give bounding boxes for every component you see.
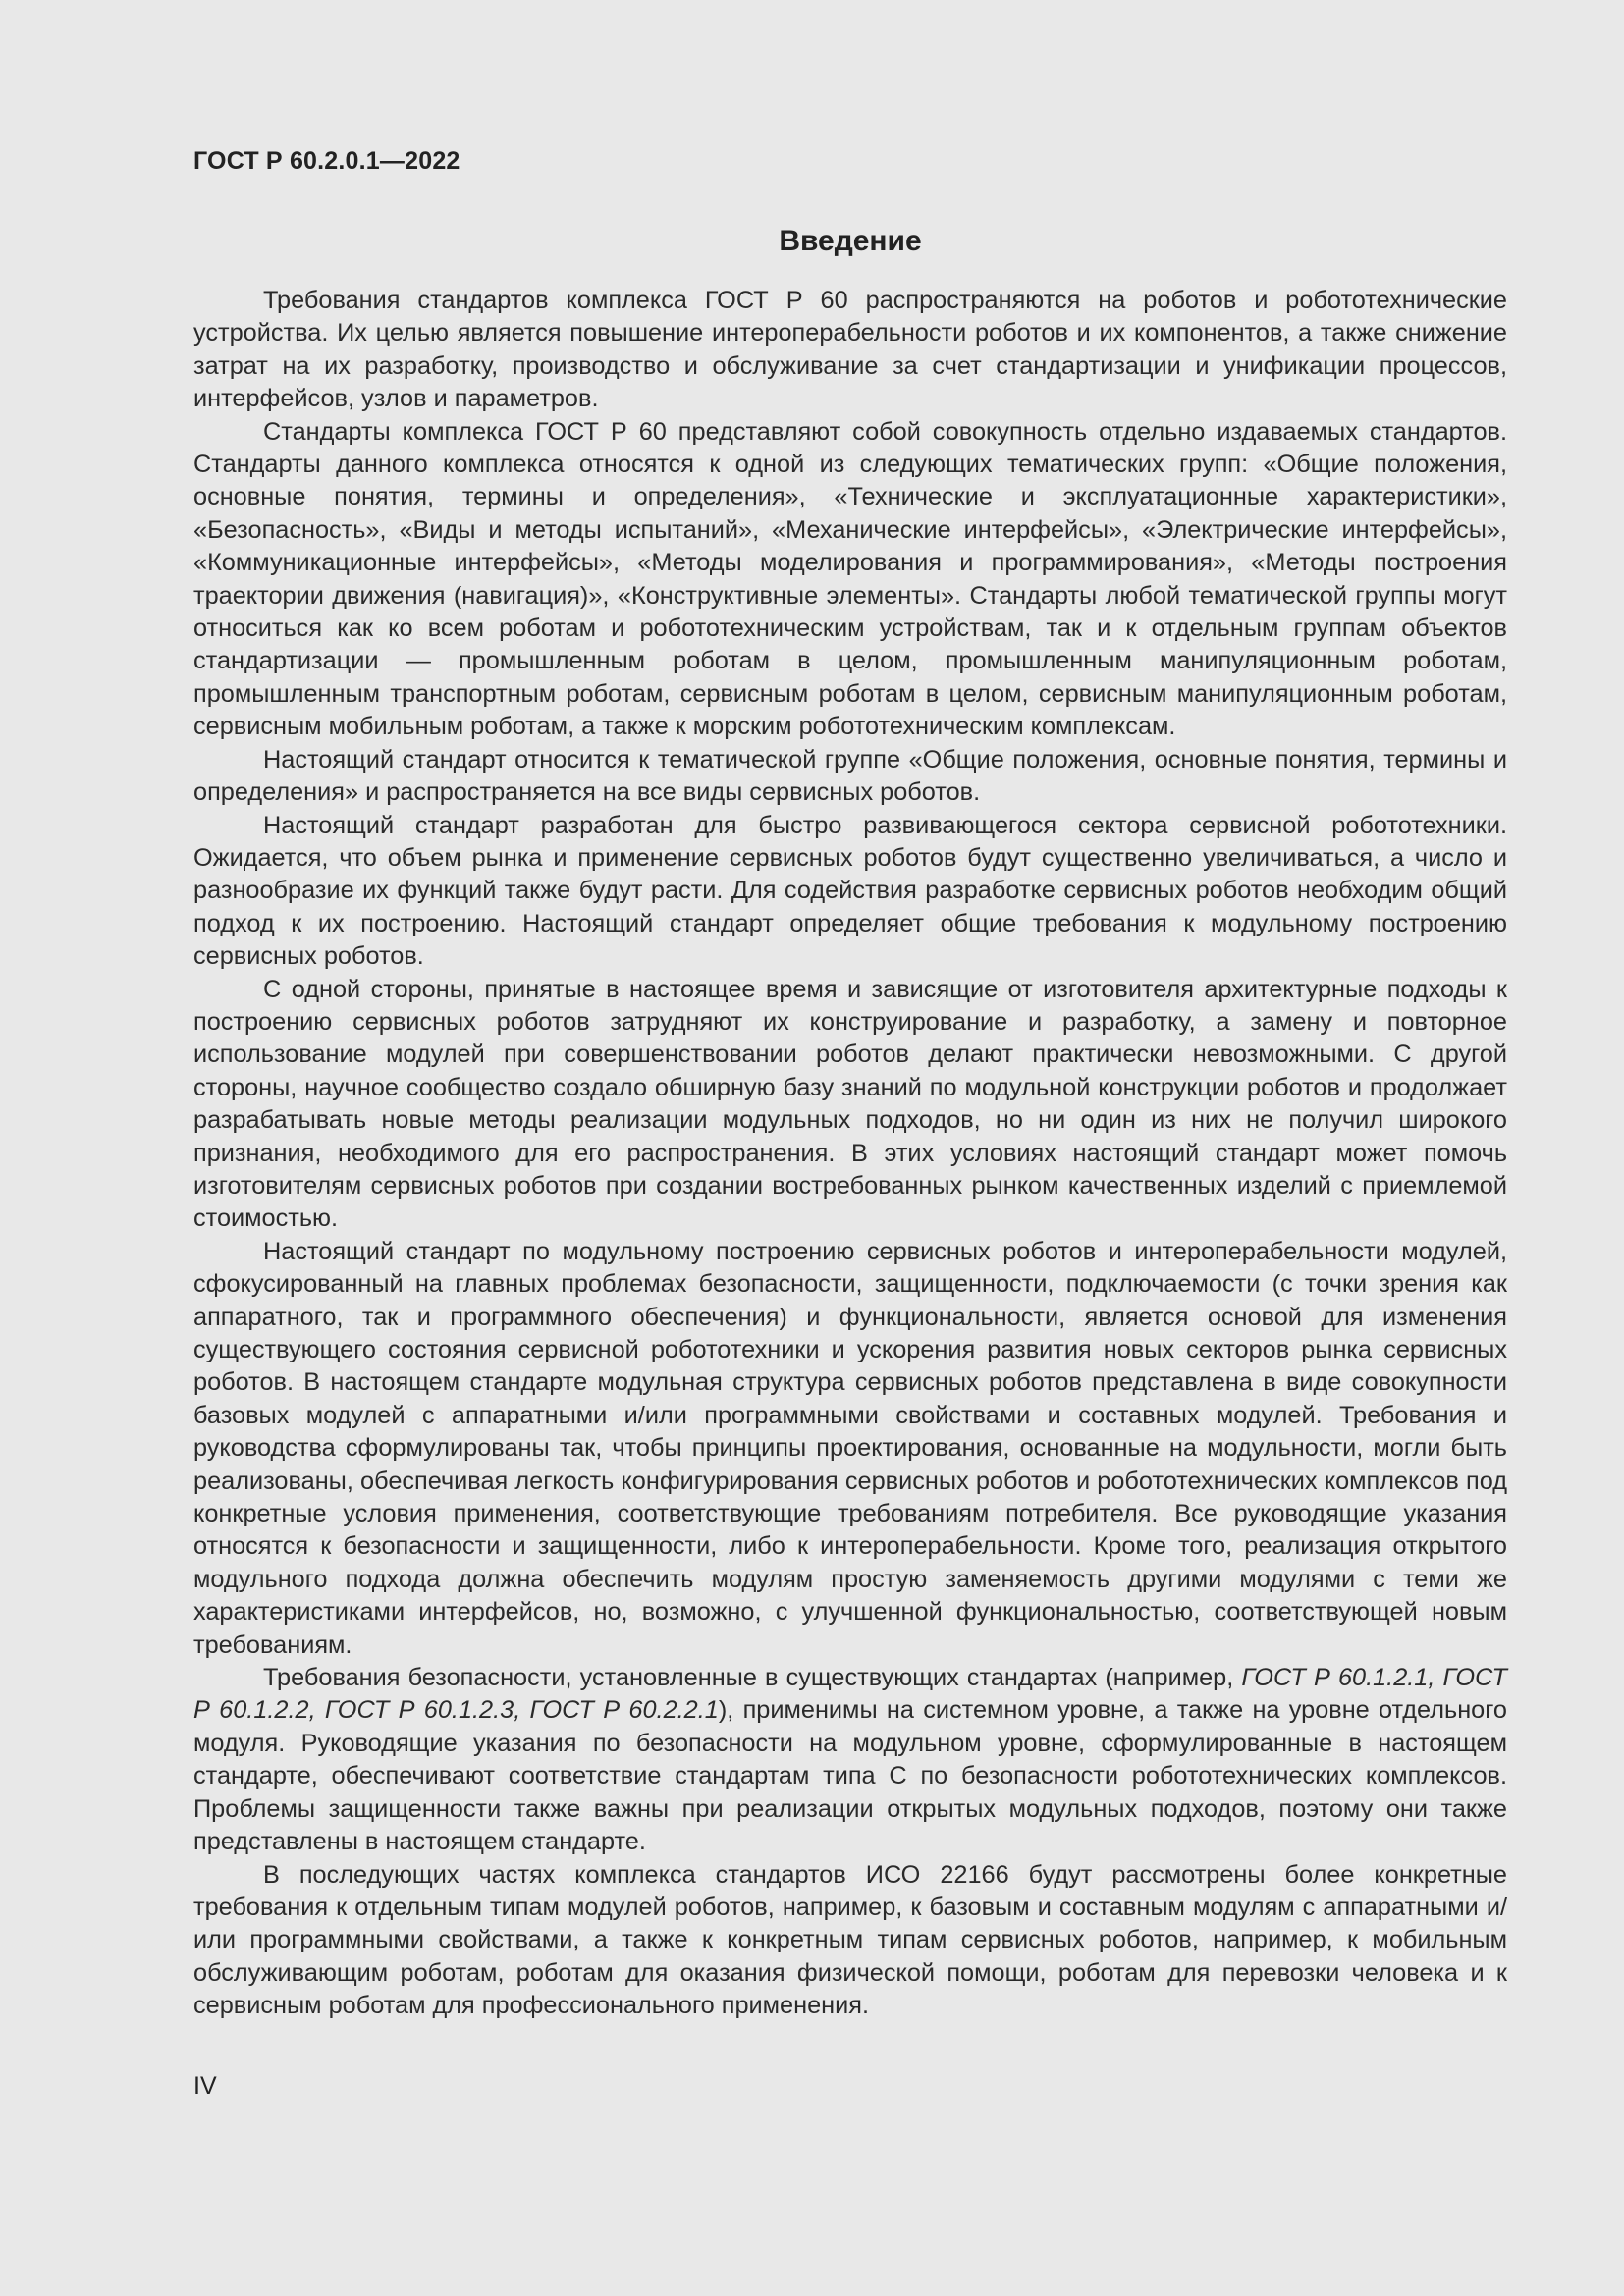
body-text [193, 285, 1507, 2023]
paragraph-7-start: Требования безопасности, установленные в существующих стандартах (например, [263, 1664, 1242, 1692]
paragraph-1: Требования стандартов комплекса ГОСТ Р 60 распространяются на роботов и робототехнические устройства. Их целью является повышение интероперабельности роботов и их компонентов, а также снижение затрат на их разработку, производство и обслуживание за счет стандартизации и унификации процессов, интерфейсов, узлов и параметров. [193, 287, 1507, 413]
paragraph-3: Настоящий стандарт относится к тематической группе «Общие положения, основные понятия, термины и определения» и распространяется на все виды сервисных роботов. [193, 745, 1507, 807]
paragraph-6: Настоящий стандарт по модульному построению сервисных роботов и интероперабельности модулей, сфокусированный на главных проблемах безопасности, защищенности, подключаемости (с точки зрения как аппаратного, так и программного обеспечения) и функциональности, является основой для изменения существующего состояния сервисной робототехники и ускорения развития новых секторов рынка сервисных роботов. В настоящем стандарте модульная структура сервисных роботов представлена в виде совокупности базовых модулей с аппаратными и/или программными свойствами и составных модулей. Требования и руководства сформулированы так, чтобы принципы проектирования, основанные на модульности, могли быть реализованы, обеспечивая легкость конфигурирования сервисных роботов и робототехнических комплексов под конкретные условия применения, соответствующие требованиям потребителя. Все руководящие указания относятся к безопасности и защищенности, либо к интероперабельности. Кроме того, реализация открытого модульного подхода должна обеспечить модулям простую заменяемость другими модулями с теми же характеристиками интерфейсов, но, возможно, с улучшенной функциональностью, соответствующей новым требованиям. [193, 1237, 1507, 1659]
paragraph-5: С одной стороны, принятые в настоящее время и зависящие от изготовителя архитектурные подходы к построению сервисных роботов затрудняют их конструирование и разработку, а замену и повторное использование модулей при совершенствовании роботов делают практически невозможными. С другой стороны, научное сообщество создало обширную базу знаний по модульной конструкции роботов и продолжает разрабатывать новые методы реализации модульных подходов, но ни один из них не получил широкого признания, необходимого для его распространения. В этих условиях настоящий стандарт может помочь изготовителям сервисных роботов при создании востребованных рынком качественных изделий с приемлемой стоимостью. [193, 975, 1507, 1233]
paragraph-8: В последующих частях комплекса стандартов ИСО 22166 будут рассмотрены более конкретные требования к отдельным типам модулей роботов, например, к базовым и составным модулям с аппаратными и/или программными свойствами, а также к конкретным типам сервисных роботов, например, к мобильным обслуживающим роботам, роботам для оказания физической помощи, роботам для перевозки человека и к сервисным роботам для профессионального применения. [193, 1860, 1507, 2020]
paragraph-2: Стандарты комплекса ГОСТ Р 60 представляют собой совокупность отдельно издаваемых стандартов. Стандарты данного комплекса относятся к одной из следующих тематических групп: «Общие положения, основные понятия, термины и определения», «Технические и эксплуатационные характеристики», «Безопасность», «Виды и методы испытаний», «Механические интерфейсы», «Электрические интерфейсы», «Коммуникационные интерфейсы», «Методы моделирования и программирования», «Методы построения траектории движения (навигация)», «Конструктивные элементы». Стандарты любой тематической группы могут относиться как ко всем роботам и робототехническим устройствам, так и к отдельным группам объектов стандартизации — промышленным роботам в целом, промышленным манипуляционным роботам, промышленным транспортным роботам, сервисным роботам в целом, сервисным манипуляционным роботам, сервисным мобильным роботам, а также к морским робототехническим комплексам. [193, 417, 1507, 741]
section-title: Введение [779, 225, 922, 257]
page-number: IV [193, 2072, 217, 2100]
paragraph-7-end: ), применимы на системном уровне, а также на уровне отдельного модуля. Руководящие указания по безопасности на модульном уровне, сформулированные в настоящем стандарте, обеспечивают соответствие стандартам типа С по безопасности робототехнических комплексов. Проблемы защищенности также важны при реализации открытых модульных подходов, поэтому они также представлены в настоящем стандарте. [193, 1696, 1507, 1856]
standard-references: ГОСТ Р 60.1.2.1, ГОСТ Р 60.1.2.2, ГОСТ Р 60.1.2.3, ГОСТ Р 60.2.2.1 [193, 1664, 1507, 1725]
paragraph-7 [193, 1662, 1507, 1858]
paragraph-4: Настоящий стандарт разработан для быстро развивающегося сектора сервисной робототехники. Ожидается, что объем рынка и применение сервисных роботов будут существенно увеличиваться, а число и разнообразие их функций также будут расти. Для содействия разработке сервисных роботов необходим общий подход к их построению. Настоящий стандарт определяет общие требования к модульному построению сервисных роботов. [193, 811, 1507, 971]
document-id-header: ГОСТ Р 60.2.0.1—2022 [193, 147, 460, 175]
